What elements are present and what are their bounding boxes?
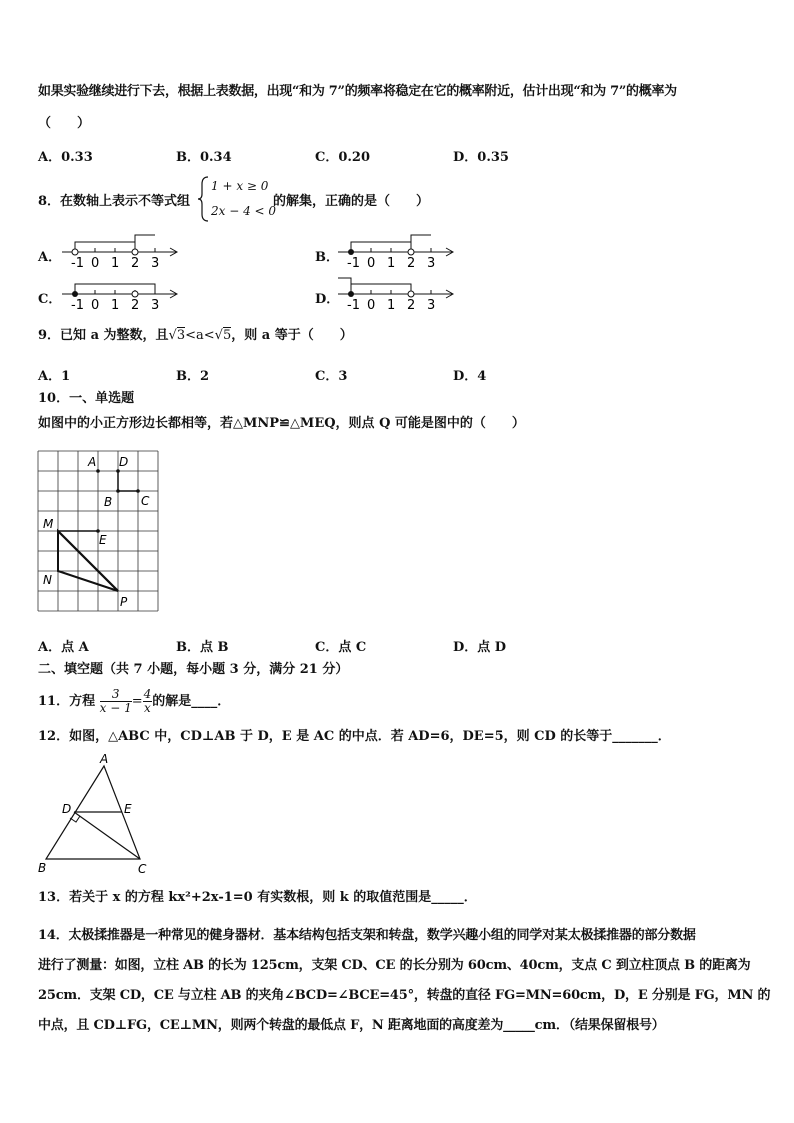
q9-option-c[interactable]: C．3 <box>315 369 348 384</box>
q12-triangle-figure <box>38 752 158 878</box>
q13-stem: 13．若关于 x 的方程 kx²+2x-1=0 有实数根，则 k 的取值范围是_____． <box>38 890 477 905</box>
q11-fraction-2: $\frac{4}{x}$ <box>143 687 152 715</box>
q8d-tick-label: -1 <box>347 298 360 313</box>
q8-brace <box>198 176 210 222</box>
q9-stem <box>38 328 353 344</box>
q8d-tick-label: 0 <box>367 298 376 313</box>
grid-label-m: M <box>43 517 54 531</box>
grid-label-n: N <box>43 573 52 587</box>
q12-stem: 12．如图，△ABC 中，CD⊥AB 于 D，E 是 AC 的中点．若 AD=6，DE=5，则 CD 的长等于_______． <box>38 729 671 744</box>
q8d-tick-label: 1 <box>387 298 396 313</box>
q7-answer-paren: （ ） <box>38 116 91 131</box>
q8b-tick-label: 0 <box>367 256 376 271</box>
q8d-tick-label: 2 <box>407 298 416 313</box>
q9-option-d[interactable]: D．4 <box>453 369 487 384</box>
q9-mid: <a< <box>185 328 215 343</box>
q8d-tick-label: 3 <box>427 298 436 313</box>
q10-option-b[interactable]: B．点 B <box>176 640 229 655</box>
q11-suffix: 的解是____． <box>152 694 231 709</box>
q8b-tick-label: 2 <box>407 256 416 271</box>
q8c-tick-label: 1 <box>111 298 120 313</box>
q10-grid-figure <box>38 450 160 614</box>
q8b-tick-label: 1 <box>387 256 396 271</box>
q9-option-b[interactable]: B．2 <box>176 369 210 384</box>
q8c-tick-label: 0 <box>91 298 100 313</box>
q8c-tick-label: -1 <box>71 298 84 313</box>
q11-stem <box>38 684 230 720</box>
q8-numberline-d[interactable] <box>338 274 458 312</box>
grid-label-a: A <box>88 455 97 469</box>
q8a-tick-label: 1 <box>111 256 120 271</box>
q8-option-b-letter[interactable]: B． <box>315 250 339 265</box>
q8-numberline-b[interactable] <box>338 232 458 270</box>
q8-stem-prefix: 8．在数轴上表示不等式组 <box>38 194 191 209</box>
q8a-tick-label: 0 <box>91 256 100 271</box>
q11-equals: = <box>131 694 143 709</box>
q7-option-a[interactable]: A．0.33 <box>38 150 93 165</box>
q7-option-c[interactable]: C．0.20 <box>315 150 371 165</box>
q10-option-d[interactable]: D．点 D <box>453 640 507 655</box>
q14-line-2: 进行了测量：如图，立柱 AB 的长为 125cm，支架 CD、CE 的长分别为 60cm、40cm，支点 C 到立柱顶点 B 的距离为 <box>38 958 751 973</box>
q7-option-d[interactable]: D．0.35 <box>453 150 509 165</box>
q10-option-a[interactable]: A．点 A <box>38 640 89 655</box>
grid-label-e: E <box>99 533 107 547</box>
q9-text-b: ，则 a 等于（ ） <box>231 328 353 343</box>
sqrt-symbol: √ <box>168 328 177 343</box>
q8-option-a-letter[interactable]: A． <box>38 250 62 265</box>
q10-stem: 如图中的小正方形边长都相等，若△MNP≌△MEQ，则点 Q 可能是图中的（ ） <box>38 416 525 431</box>
q8a-tick-label: -1 <box>71 256 84 271</box>
q7-stem-line: 如果实验继续进行下去，根据上表数据，出现“和为 7”的频率将稳定在它的概率附近，估计出现“和为 7”的概率为 <box>38 84 677 99</box>
tri-label-c: C <box>138 862 147 876</box>
q7-option-b[interactable]: B．0.34 <box>176 150 232 165</box>
q9-text-a: 9．已知 a 为整数，且 <box>38 328 169 343</box>
q8a-tick-label: 3 <box>151 256 160 271</box>
tri-label-d: D <box>62 802 72 816</box>
q14-line-3: 25cm．支架 CD，CE 与立柱 AB 的夹角∠BCD=∠BCE=45°，转盘的直径 FG=MN=60cm，D，E 分别是 FG，MN 的 <box>38 988 771 1003</box>
q8-stem-suffix: 的解集，正确的是（ ） <box>273 194 430 209</box>
q14-line-4: 中点，且 CD⊥FG，CE⊥MN，则两个转盘的最低点 F，N 距离地面的高度差为_____cm．（结果保留根号） <box>38 1018 665 1033</box>
q8-numberline-a[interactable] <box>62 232 182 270</box>
q11-fraction-1: $\frac{3}{x - 1}$ <box>99 687 132 715</box>
grid-label-p: P <box>120 595 128 609</box>
grid-label-c: C <box>141 494 150 508</box>
q9-sqrt3: 3 <box>176 328 186 343</box>
q10-header: 10．一、单选题 <box>38 391 135 406</box>
tri-label-e: E <box>124 802 132 816</box>
q8-inequality-2: 2x − 4 < 0 <box>211 204 277 218</box>
q8-inequality-1: 1 + x ≥ 0 <box>211 179 269 193</box>
q8-option-c-letter[interactable]: C． <box>38 292 62 307</box>
q8-option-d-letter[interactable]: D． <box>315 292 340 307</box>
sqrt-symbol: √ <box>214 328 223 343</box>
grid-label-b: B <box>104 495 113 509</box>
q8c-tick-label: 2 <box>131 298 140 313</box>
tri-label-a: A <box>100 752 109 766</box>
q9-sqrt5: 5 <box>222 328 232 343</box>
tri-label-b: B <box>38 861 47 875</box>
q10-option-c[interactable]: C．点 C <box>315 640 367 655</box>
q8a-tick-label: 2 <box>131 256 140 271</box>
q8-numberline-c[interactable] <box>62 274 182 312</box>
grid-label-d: D <box>119 455 129 469</box>
q14-line-1: 14．太极揉推器是一种常见的健身器材．基本结构包括支架和转盘，数学兴趣小组的同学对某太极揉推器的部分数据 <box>38 928 696 943</box>
q11-prefix: 11．方程 <box>38 694 96 709</box>
q8c-tick-label: 3 <box>151 298 160 313</box>
q8b-tick-label: -1 <box>347 256 360 271</box>
q9-option-a[interactable]: A．1 <box>38 369 71 384</box>
section-heading: 二、填空题（共 7 小题，每小题 3 分，满分 21 分） <box>38 662 349 677</box>
q8b-tick-label: 3 <box>427 256 436 271</box>
